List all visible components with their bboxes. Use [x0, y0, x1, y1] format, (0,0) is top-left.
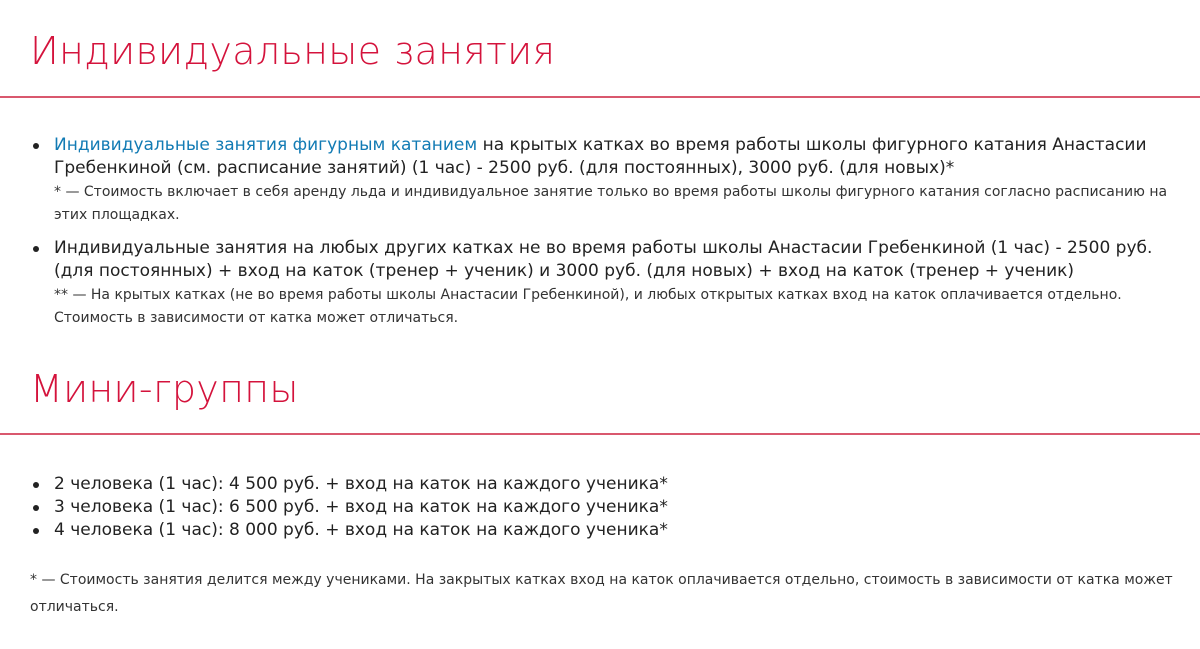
list-item-note: ** — На крытых катках (не во время работы школы Анастасии Гребенкиной), и любых открытых катках вход на каток оплачивается отдельно. Стоимость в зависимости от катка может отличаться. — [54, 287, 1122, 326]
list-item-text: 4 человека (1 час): 8 000 руб. + вход на каток на каждого ученика* — [54, 520, 668, 540]
bullet-icon — [33, 482, 39, 488]
section-title-mini-groups: Мини-группы — [30, 367, 299, 411]
mini-groups-footnote: * — Стоимость занятия делится между учениками. На закрытых катках вход на каток оплачивается отдельно, стоимость в зависимости от катка может отличаться. — [30, 572, 1173, 615]
list-item-text: 3 человека (1 час): 6 500 руб. + вход на каток на каждого ученика* — [54, 497, 668, 517]
bullet-icon — [33, 528, 39, 534]
individual-pricing-list — [0, 134, 1190, 330]
list-item — [0, 473, 1190, 496]
list-item-text: 2 человека (1 час): 4 500 руб. + вход на каток на каждого ученика* — [54, 474, 668, 494]
mini-groups-pricing-list — [0, 473, 1190, 542]
bullet-icon — [33, 246, 39, 252]
list-item-note: * — Стоимость включает в себя аренду льда и индивидуальное занятие только во время работы школы фигурного катания согласно расписанию на этих площадках. — [54, 184, 1168, 223]
list-item-text: Индивидуальные занятия на любых других катках не во время работы школы Анастасии Гребенкиной (1 час) - 2500 руб. (для постоянных) + вход на каток (тренер + ученик) и 3000 руб. (для новых) + вход на каток (тренер + ученик) — [54, 238, 1153, 281]
bullet-icon — [33, 143, 39, 149]
list-item — [0, 496, 1190, 519]
list-item — [0, 519, 1190, 542]
list-item — [0, 237, 1190, 330]
section-title-individual: Индивидуальные занятия — [30, 29, 556, 73]
list-item — [0, 134, 1190, 227]
bullet-icon — [33, 505, 39, 511]
list-item-text: на крытых катках во время работы школы фигурного катания Анастасии Гребенкиной (см. расписание занятий) (1 час) - 2500 руб. (для постоянных), 3000 руб. (для новых)* — [54, 135, 1147, 178]
section-divider — [0, 96, 1200, 98]
section-divider — [0, 433, 1200, 435]
individual-lessons-link[interactable]: Индивидуальные занятия фигурным катанием — [54, 135, 478, 155]
